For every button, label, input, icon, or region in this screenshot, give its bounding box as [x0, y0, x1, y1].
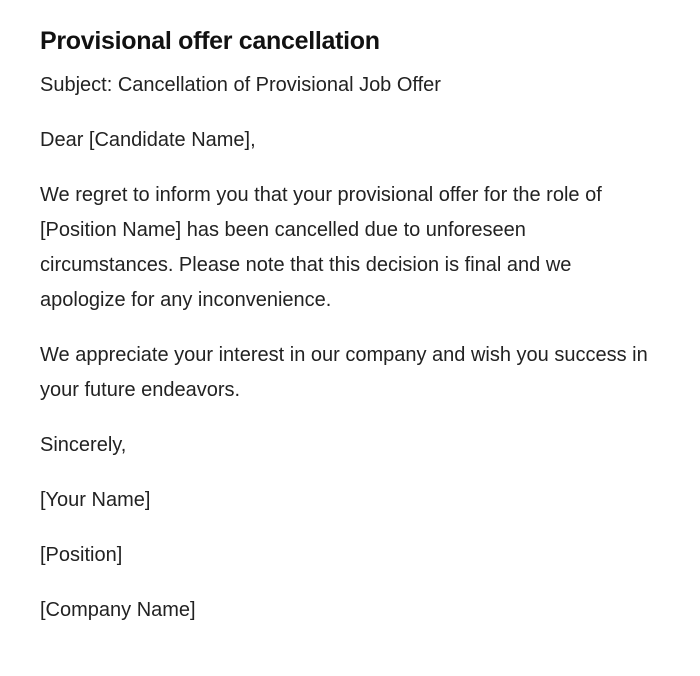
- closing-line: Sincerely,: [40, 434, 127, 456]
- signature-company: [Company Name]: [40, 599, 196, 621]
- greeting-line: Dear [Candidate Name],: [40, 129, 256, 151]
- document-title: Provisional offer cancellation: [40, 27, 380, 55]
- body-paragraph-appreciation: We appreciate your interest in our company and wish you success in your future endeavors.: [40, 344, 648, 401]
- signature-name: [Your Name]: [40, 489, 151, 511]
- subject-line: Subject: Cancellation of Provisional Job Offer: [40, 74, 441, 96]
- signature-position: [Position]: [40, 544, 123, 566]
- body-paragraph-regret: We regret to inform you that your provisional offer for the role of [Position Name] has been cancelled due to unforeseen circumstances. Please note that this decision is final and we apologize for any inconvenience.: [40, 184, 602, 311]
